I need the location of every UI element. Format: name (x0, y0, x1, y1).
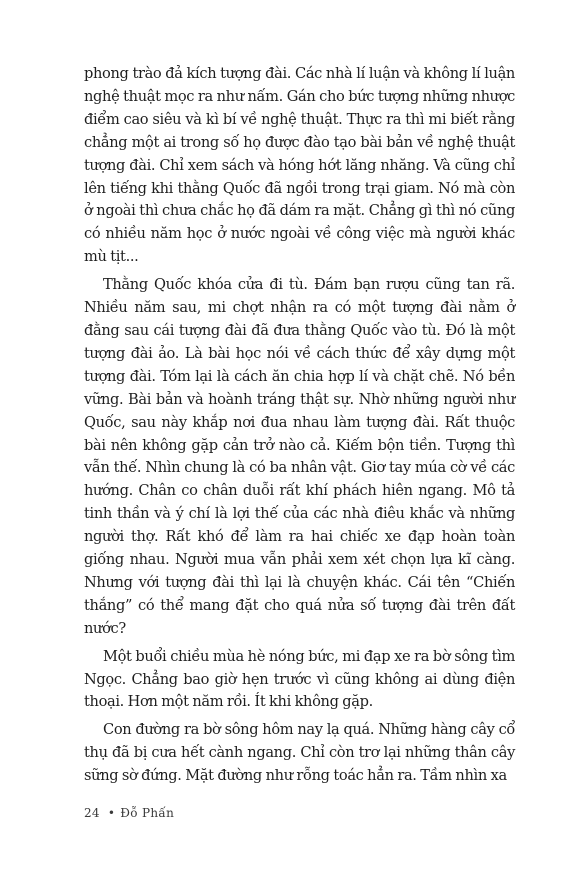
page-number: 24 (84, 806, 100, 820)
bullet-separator: • (107, 806, 116, 820)
paragraph-4: Con đường ra bờ sông hôm nay lạ quá. Những hàng cây cổ thụ đã bị cưa hết cành ngang. Chỉ còn trơ lại những thân cây sững sờ đứng. Mặt đường như rỗng toác hẳn ra. Tầm nhìn xa (84, 721, 515, 785)
author-name: Đỗ Phấn (120, 806, 175, 820)
paragraph-1: phong trào đả kích tượng đài. Các nhà lí luận và không lí luận nghệ thuật mọc ra như nấm. Gán cho bức tượng những nhược điểm cao siêu và kì bí về nghệ thuật. Thực ra thì mi biết rằng chẳng một ai trong số họ được đào tạo bài bản về nghệ thuật tượng đài. Chỉ xem sách và hóng hớt lăng nhăng. Và cũng chỉ lên tiếng khi thằng Quốc đã ngồi trong trại giam. Nó mà còn ở ngoài thì chưa chắc họ đã dám ra mặt. Chẳng gì thì nó cũng có nhiều năm học ở nước ngoài về công việc mà người khác mù tịt... (84, 65, 515, 266)
page-body (84, 63, 515, 793)
paragraph-2: Thằng Quốc khóa cửa đi tù. Đám bạn rượu cũng tan rã. Nhiều năm sau, mi chợt nhận ra có một tượng đài nằm ở đằng sau cái tượng đài đã đưa thằng Quốc vào tù. Đó là một tượng đài ảo. Là bài học nói về cách thức để xây dựng một tượng đài. Tóm lại là cách ăn chia hợp lí và chặt chẽ. Nó bền vững. Bài bản và hoành tráng thật sự. Nhờ những người như Quốc, sau này khắp nơi đua nhau làm tượng đài. Rất thuộc bài nên không gặp cản trở nào cả. Kiếm bộn tiền. Tượng thì vẫn thế. Nhìn chung là có ba nhân vật. Giơ tay múa cờ về các hướng. Chân co chân duỗi rất khí phách hiên ngang. Mô tả tinh thần và ý chí là lợi thế của các nhà điêu khắc và những người thợ. Rất khó để làm ra hai chiếc xe đạp hoàn toàn giống nhau. Người mua vẫn phải xem xét chọn lựa kĩ càng. Nhưng với tượng đài thì lại là chuyện khác. Cái tên “Chiến thắng” có thể mang đặt cho quá nửa số tượng đài trên đất nước? (84, 276, 515, 637)
paragraph-3: Một buổi chiều mùa hè nóng bức, mi đạp xe ra bờ sông tìm Ngọc. Chẳng bao giờ hẹn trước vì cũng không ai dùng điện thoại. Hơn một năm rồi. Ít khi không gặp. (84, 647, 515, 711)
page-footer (84, 806, 174, 820)
